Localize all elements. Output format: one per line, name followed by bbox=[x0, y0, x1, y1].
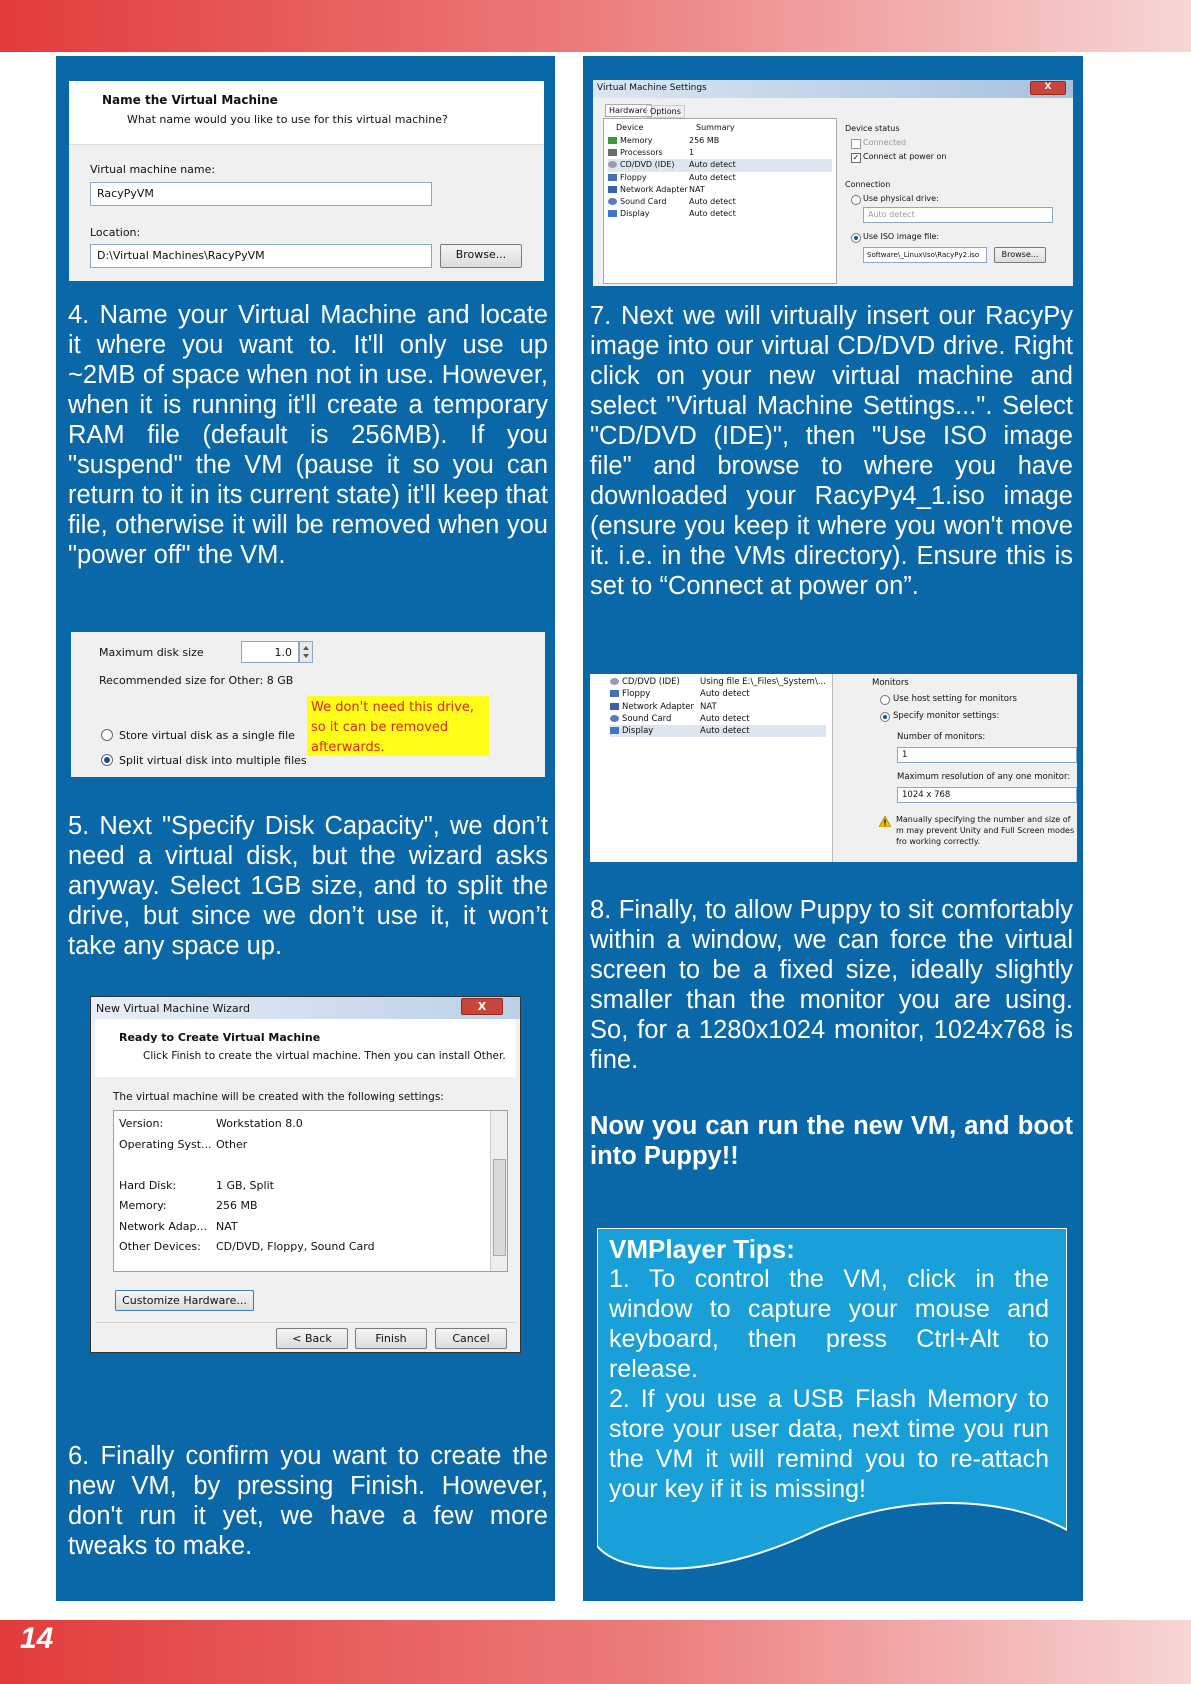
tab-options[interactable]: Options bbox=[646, 105, 685, 118]
step4-text: 4. Name your Virtual Machine and locate it where you want to. It'll only use up ~2MB of space when not in use. However, when it is running it'll create a temporary RAM file (default is 256MB). If you "suspend" the VM (pause it so you can return to it in its current state) it'll keep that file, otherwise it will be removed when you "power off" the VM. bbox=[68, 301, 548, 569]
tips-content bbox=[609, 1234, 1049, 1504]
vmplayer-tips-box bbox=[597, 1228, 1067, 1580]
settings-scrollbar[interactable] bbox=[490, 1111, 507, 1271]
back-button[interactable]: < Back bbox=[276, 1328, 348, 1349]
speaker-icon bbox=[608, 198, 617, 205]
name-label: Virtual machine name: bbox=[90, 163, 216, 176]
step6-text: 6. Finally confirm you want to create the new VM, by pressing Finish. However, don't run it yet, we have a few more tweaks to make. bbox=[68, 1442, 548, 1560]
network-icon bbox=[610, 703, 619, 710]
iso-browse-button[interactable]: Browse... bbox=[994, 247, 1046, 263]
page-number: 14 bbox=[20, 1622, 54, 1655]
location-label: Location: bbox=[90, 226, 141, 239]
device-row[interactable]: Network Adapter NAT bbox=[610, 701, 826, 713]
device-row[interactable]: Display Auto detect bbox=[608, 208, 832, 220]
name-vm-screenshot bbox=[69, 81, 544, 281]
close-button[interactable]: X bbox=[1030, 81, 1066, 95]
settings-intro: The virtual machine will be created with the following settings: bbox=[113, 1091, 444, 1103]
split-file-radio[interactable] bbox=[101, 754, 113, 766]
cancel-button[interactable]: Cancel bbox=[435, 1328, 507, 1349]
floppy-icon bbox=[610, 690, 619, 697]
top-banner bbox=[0, 0, 1191, 52]
bottom-banner bbox=[0, 1620, 1191, 1684]
max-resolution-input[interactable]: 1024 x 768 bbox=[897, 787, 1077, 803]
device-row[interactable]: Memory 256 MB bbox=[608, 135, 832, 147]
device-row[interactable]: Sound Card Auto detect bbox=[610, 713, 826, 725]
tab-hardware[interactable]: Hardware bbox=[605, 104, 652, 117]
wizard-heading: Ready to Create Virtual Machine bbox=[119, 1031, 321, 1044]
spinner-arrows-icon bbox=[300, 642, 312, 662]
split-file-label: Split virtual disk into multiple files bbox=[119, 754, 307, 767]
device-row[interactable]: CD/DVD (IDE) Using file E:\_Files\_System\... bbox=[610, 676, 826, 688]
disk-size-spinner[interactable] bbox=[299, 641, 313, 663]
settings-row: Operating Syst... Other bbox=[119, 1137, 248, 1151]
browse-button[interactable]: Browse... bbox=[440, 244, 522, 268]
dialog-subtitle: What name would you like to use for this virtual machine? bbox=[127, 113, 448, 126]
window-title: Virtual Machine Settings bbox=[597, 83, 707, 93]
floppy-icon bbox=[608, 174, 617, 181]
settings-row: Version: Workstation 8.0 bbox=[119, 1117, 303, 1130]
cd-icon bbox=[610, 678, 619, 685]
ready-to-create-screenshot bbox=[90, 996, 521, 1353]
device-list[interactable] bbox=[590, 674, 833, 862]
run-vm-text: Now you can run the new VM, and boot into Puppy!! bbox=[590, 1112, 1073, 1170]
max-resolution-label: Maximum resolution of any one monitor: bbox=[897, 772, 1071, 782]
device-row[interactable]: Processors 1 bbox=[608, 147, 832, 159]
note-text: We don't need this drive, so it can be removed afterwards. bbox=[311, 700, 474, 755]
step8-text: 8. Finally, to allow Puppy to sit comfortably within a window, we can force the virtual screen to be a fixed size, ideally slightly smaller than the monitor you are using. So, for a 1280x1024 monitor, 1024x768 is fine. bbox=[590, 896, 1073, 1074]
settings-row: Other Devices: CD/DVD, Floppy, Sound Card bbox=[119, 1240, 375, 1253]
device-row[interactable]: Sound Card Auto detect bbox=[608, 196, 832, 208]
finish-button[interactable]: Finish bbox=[355, 1328, 427, 1349]
number-monitors-label: Number of monitors: bbox=[897, 732, 986, 742]
connected-checkbox[interactable] bbox=[851, 139, 861, 149]
vm-settings-screenshot bbox=[593, 80, 1073, 286]
device-row[interactable]: Floppy Auto detect bbox=[610, 688, 826, 700]
step7-text: 7. Next we will virtually insert our RacyPy image into our virtual CD/DVD drive. Right click on your new virtual machine and select "Virtual Machine Settings...". Select "CD/DVD (IDE)", then "Use ISO image file" and browse to where you have downloaded your RacyPy4_1.iso image (ensure you keep it where you won't move it. i.e. in the VMs directory). Ensure this is set to “Connect at power on”. bbox=[590, 302, 1073, 600]
single-file-label: Store virtual disk as a single file bbox=[119, 729, 295, 742]
max-disk-label: Maximum disk size bbox=[99, 646, 204, 659]
settings-row bbox=[119, 1155, 375, 1176]
monitors-label: Monitors bbox=[872, 678, 909, 688]
col-device: Device bbox=[616, 123, 644, 132]
network-icon bbox=[608, 186, 617, 193]
settings-list[interactable] bbox=[113, 1110, 508, 1272]
specify-monitor-radio[interactable] bbox=[880, 712, 890, 722]
settings-row: Hard Disk: 1 GB, Split bbox=[119, 1178, 274, 1192]
host-setting-radio[interactable] bbox=[880, 695, 890, 705]
tip-item: 2. If you use a USB Flash Memory to store your user data, next time you run the VM it will remind you to re-attach your key if it is missing! bbox=[609, 1385, 1049, 1503]
max-disk-input[interactable]: 1.0 bbox=[241, 641, 299, 663]
disk-capacity-screenshot bbox=[71, 632, 545, 777]
connection-label: Connection bbox=[845, 180, 891, 189]
connected-label: Connected bbox=[863, 138, 907, 147]
iso-label: Use ISO image file: bbox=[863, 232, 940, 241]
device-status-label: Device status bbox=[845, 124, 900, 133]
display-icon bbox=[610, 727, 619, 734]
number-monitors-input[interactable]: 1 bbox=[897, 747, 1077, 763]
iso-radio[interactable] bbox=[851, 233, 861, 243]
close-button[interactable]: X bbox=[461, 998, 503, 1015]
scrollbar-thumb[interactable] bbox=[493, 1159, 506, 1256]
device-list[interactable] bbox=[603, 118, 837, 284]
physical-drive-radio[interactable] bbox=[851, 195, 861, 205]
tips-title: VMPlayer Tips: bbox=[609, 1234, 795, 1264]
left-column bbox=[56, 56, 555, 1601]
step5-text: 5. Next "Specify Disk Capacity", we don’t need a virtual disk, but the wizard asks anyway. Select 1GB size, and to split the drive, but since we don’t use it, it won’t take any space up. bbox=[68, 812, 548, 960]
tip-item: 1. To control the VM, click in the window to capture your mouse and keyboard, then press Ctrl+Alt to release. bbox=[609, 1265, 1049, 1383]
specify-monitor-label: Specify monitor settings: bbox=[893, 711, 1000, 721]
device-row[interactable]: CD/DVD (IDE) Auto detect bbox=[608, 159, 832, 171]
recommended-size: Recommended size for Other: 8 GB bbox=[99, 674, 294, 687]
iso-path-input[interactable]: Software\_Linux\Iso\RacyPy2.iso bbox=[863, 247, 987, 263]
col-summary: Summary bbox=[696, 123, 735, 132]
physical-drive-label: Use physical drive: bbox=[863, 194, 939, 203]
vm-name-input[interactable]: RacyPyVM bbox=[90, 182, 432, 206]
settings-row: Network Adap... NAT bbox=[119, 1219, 238, 1233]
dialog-title: Name the Virtual Machine bbox=[102, 93, 278, 107]
display-settings-screenshot bbox=[590, 674, 1077, 862]
processor-icon bbox=[608, 149, 617, 156]
wizard-subheading: Click Finish to create the virtual machine. Then you can install Other. bbox=[143, 1050, 506, 1062]
host-setting-label: Use host setting for monitors bbox=[893, 694, 1017, 704]
wizard-header bbox=[95, 1019, 516, 1077]
warning-text: Manually specifying the number and size of m may prevent Unity and Full Screen modes fro working correctly. bbox=[896, 815, 1075, 846]
location-input[interactable]: D:\Virtual Machines\RacyPyVM bbox=[90, 244, 432, 268]
power-on-label: Connect at power on bbox=[863, 152, 947, 161]
single-file-radio[interactable] bbox=[101, 729, 113, 741]
warning-icon bbox=[879, 816, 891, 827]
device-row[interactable]: Floppy Auto detect bbox=[608, 172, 832, 184]
display-icon bbox=[608, 210, 617, 217]
cd-icon bbox=[608, 161, 617, 168]
device-row[interactable]: Network Adapter NAT bbox=[608, 184, 832, 196]
window-title: New Virtual Machine Wizard bbox=[96, 1002, 250, 1015]
footer-divider bbox=[95, 1322, 516, 1323]
memory-icon bbox=[608, 137, 617, 144]
physical-drive-select[interactable]: Auto detect bbox=[863, 207, 1053, 223]
speaker-icon bbox=[610, 715, 619, 722]
device-row[interactable]: Display Auto detect bbox=[610, 725, 826, 737]
power-on-checkbox[interactable]: ✓ bbox=[852, 153, 860, 162]
customize-hardware-button[interactable]: Customize Hardware... bbox=[115, 1290, 254, 1311]
settings-row: Memory: 256 MB bbox=[119, 1199, 258, 1212]
